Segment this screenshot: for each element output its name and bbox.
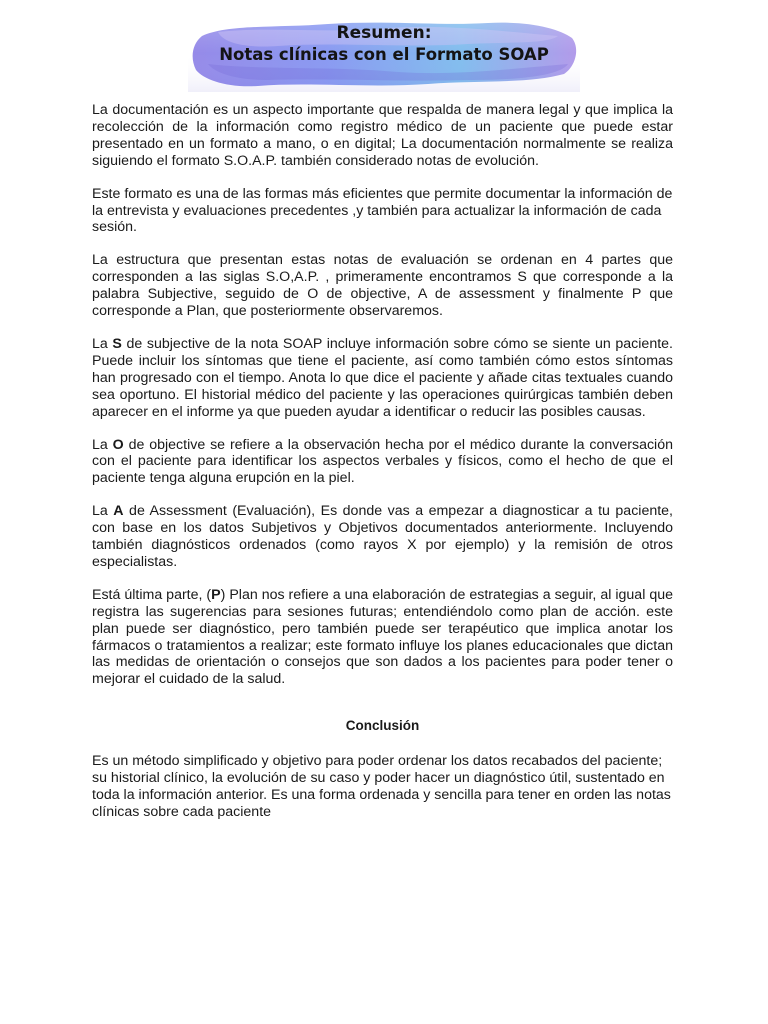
- paragraph-documentation: La documentación es un aspecto importante que respalda de manera legal y que implica la recolección de la información como registro médico de un paciente que puede estar presentado en un formato a mano, o en digital; La documentación normalmente se realiza siguiendo el formato S.O.A.P. también considerado notas de evolución.: [92, 102, 673, 169]
- text-run: de Assessment (Evaluación), Es donde vas a empezar a diagnosticar a tu paciente, con base en los datos Subjetivos y Objetivos documentados anteriormente. Incluyendo también diagnósticos ordenados (como rayos X por ejemplo) y la remisión de otros especialistas.: [92, 503, 673, 570]
- document-title: [188, 22, 580, 66]
- text-run: ) Plan nos refiere a una elaboración de estrategias a seguir, al igual que registra las sugerencias para sesiones futuras; entendiéndolo como plan de acción. este plan puede ser diagnóstico, pero también puede ser terapéutico que implica anotar los fármacos o tratamientos a realizar; este formato influye los planes educacionales que dictan las medidas de orientación o consejos que son dados a los pacientes para poder tener o mejorar el cuidado de la salud.: [92, 586, 673, 688]
- letter-s: S: [112, 335, 122, 352]
- letter-a: A: [113, 503, 124, 520]
- text-run: La: [92, 335, 113, 352]
- text-run: La: [92, 436, 113, 453]
- paragraph-structure: La estructura que presentan estas notas de evaluación se ordenan en 4 partes que corresponden a las siglas S.O,A.P. , primeramente encontramos S que corresponde a la palabra Subjective, seguido de O de objective, A de assessment y finalmente P que corresponde a Plan, que posteriormente observaremos.: [92, 252, 673, 320]
- paragraph-plan: [92, 587, 673, 688]
- title-line-2: Notas clínicas con el Formato SOAP: [219, 45, 549, 64]
- conclusion-heading: Conclusión: [345, 718, 420, 734]
- text-run: de objective se refiere a la observación hecha por el médico durante la conversación con el paciente para identificar los aspectos verbales y físicos, como el hecho de que el paciente tenga alguna erupción en la piel.: [92, 436, 673, 487]
- paragraph-objective: [92, 437, 673, 488]
- letter-o: O: [112, 436, 124, 453]
- text-run: de subjective de la nota SOAP incluye información sobre cómo se siente un paciente. Puede incluir los síntomas que tiene el paciente, así como también cómo estos síntomas han progresado con el tiempo. Anota lo que dice el paciente y añade citas textuales cuando sea oportuno. El historial médico del paciente y las operaciones quirúrgicas también deben aparecer en el informe ya que pueden ayudar a identificar o reducir las posibles causas.: [92, 335, 673, 420]
- text-run: Está última parte, (: [92, 586, 212, 603]
- paragraph-subjective: [92, 336, 673, 421]
- text-run: La: [92, 503, 114, 520]
- letter-p: P: [211, 586, 221, 603]
- paragraph-conclusion: Es un método simplificado y objetivo para poder ordenar los datos recabados del paciente; su historial clínico, la evolución de su caso y poder hacer un diagnóstico útil, sustentado en toda la información anterior. Es una forma ordenada y sencilla para tener en orden las notas clínicas sobre cada paciente: [92, 753, 671, 820]
- paragraph-format: Este formato es una de las formas más eficientes que permite documentar la información de la entrevista y evaluaciones precedentes ,y también para actualizar la información de cada sesión.: [92, 185, 673, 236]
- document-body: [92, 102, 673, 837]
- title-line-1: Resumen:: [336, 23, 432, 43]
- paragraph-assessment: [92, 503, 673, 571]
